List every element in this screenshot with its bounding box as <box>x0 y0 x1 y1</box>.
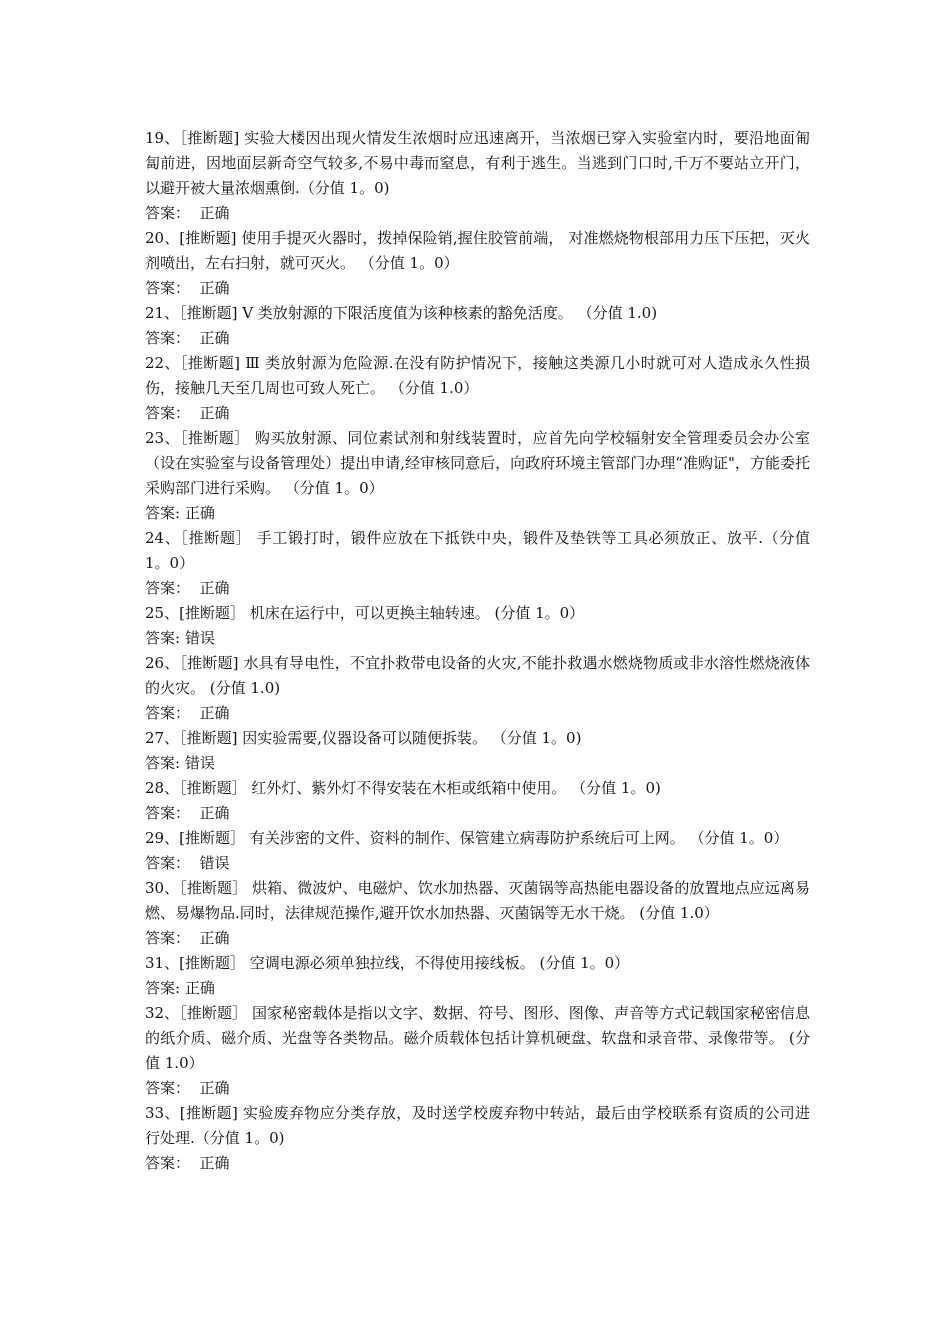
answer-text: 答案: 错误 <box>145 754 215 772</box>
answer-text: 答案： 正确 <box>145 704 230 722</box>
question-text: 19、［推断题] 实验大楼因出现火情发生浓烟时应迅速离开，当浓烟已穿入实验室内时，要沿地面匍匐前进，因地面层新奇空气较多,不易中毒而窒息，有利于逃生。当逃到门口时,千万不要站立开门，以避开被大量浓烟熏倒.（分值 1。0) <box>145 129 810 197</box>
question-text: 33、[推断题] 实验废弃物应分类存放，及时送学校废弃物中转站，最后由学校联系有资质的公司进行处理.（分值 1。0) <box>145 1104 810 1147</box>
question-block-31 <box>145 951 810 1001</box>
question-text: 29、[推断题］ 有关涉密的文件、资料的制作、保管建立病毒防护系统后可上网。 （分值 1。0） <box>145 829 789 847</box>
question-text: 27、［推断题] 因实验需要,仪器设备可以随便拆装。 （分值 1。0) <box>145 729 582 747</box>
question-text: 25、[推断题］ 机床在运行中，可以更换主轴转速。 (分值 1。0） <box>145 604 585 622</box>
question-text: 30、［推断题］ 烘箱、微波炉、电磁炉、饮水加热器、灭菌锅等高热能电器设备的放置地点应远离易燃、易爆物品.同时，法律规范操作,避开饮水加热器、灭菌锅等无水干烧。 (分值 1.0） <box>145 879 810 922</box>
question-text: 24、［推断题］ 手工锻打时，锻件应放在下抵铁中央，锻件及垫铁等工具必须放正、放平.（分值 1。0） <box>145 529 810 572</box>
question-text: 32、［推断题］ 国家秘密载体是指以文字、数据、符号、图形、图像、声音等方式记载国家秘密信息的纸介质、磁介质、光盘等各类物品。磁介质载体包括计算机硬盘、软盘和录音带、录像带等。 (分值 1.0） <box>145 1004 810 1072</box>
document-page <box>145 126 810 1176</box>
question-text: 21、［推断题] V 类放射源的下限活度值为该种核素的豁免活度。 （分值 1.0) <box>145 304 658 322</box>
question-text: 23、［推断题］ 购买放射源、同位素试剂和射线装置时，应首先向学校辐射安全管理委员会办公室（设在实验室与设备管理处）提出申请,经审核同意后，向政府环境主管部门办理“准购证"，方能委托采购部门进行采购。 （分值 1。0） <box>145 429 810 497</box>
answer-text: 答案: 正确 <box>145 504 215 522</box>
question-block-27 <box>145 726 810 776</box>
question-text: 20、[推断题] 使用手提灭火器时，拨掉保险销,握住胶管前端， 对准燃烧物根部用力压下压把，灭火剂喷出，左右扫射，就可灭火。 （分值 1。0） <box>145 229 810 272</box>
question-block-22 <box>145 351 810 426</box>
question-block-28 <box>145 776 810 826</box>
question-block-32 <box>145 1001 810 1101</box>
question-block-24 <box>145 526 810 601</box>
question-text: 28、［推断题］ 红外灯、紫外灯不得安装在木柜或纸箱中使用。 （分值 1。0) <box>145 779 661 797</box>
question-block-23 <box>145 426 810 526</box>
answer-text: 答案： 正确 <box>145 804 230 822</box>
answer-text: 答案： 正确 <box>145 1079 230 1097</box>
question-block-33 <box>145 1101 810 1176</box>
answer-text: 答案: 正确 <box>145 979 215 997</box>
question-text: 26、［推断题] 水具有导电性，不宜扑救带电设备的火灾,不能扑救遇水燃烧物质或非水溶性燃烧液体的火灾。 (分值 1.0) <box>145 654 810 697</box>
question-block-30 <box>145 876 810 951</box>
answer-text: 答案： 正确 <box>145 279 230 297</box>
question-block-20 <box>145 226 810 301</box>
question-block-26 <box>145 651 810 726</box>
answer-text: 答案： 正确 <box>145 404 230 422</box>
question-block-25 <box>145 601 810 651</box>
question-block-29 <box>145 826 810 876</box>
answer-text: 答案： 正确 <box>145 929 230 947</box>
answer-text: 答案： 错误 <box>145 854 230 872</box>
answer-text: 答案: 错误 <box>145 629 215 647</box>
answer-text: 答案： 正确 <box>145 329 230 347</box>
answer-text: 答案： 正确 <box>145 204 230 222</box>
answer-text: 答案： 正确 <box>145 1154 230 1172</box>
answer-text: 答案： 正确 <box>145 579 230 597</box>
question-text: 31、[推断题］ 空调电源必须单独拉线，不得使用接线板。 (分值 1。0） <box>145 954 630 972</box>
question-text: 22、［推断题] Ⅲ 类放射源为危险源.在没有防护情况下，接触这类源几小时就可对人造成永久性损伤，接触几天至几周也可致人死亡。 （分值 1.0） <box>145 354 810 397</box>
question-block-21 <box>145 301 810 351</box>
question-block-19 <box>145 126 810 226</box>
